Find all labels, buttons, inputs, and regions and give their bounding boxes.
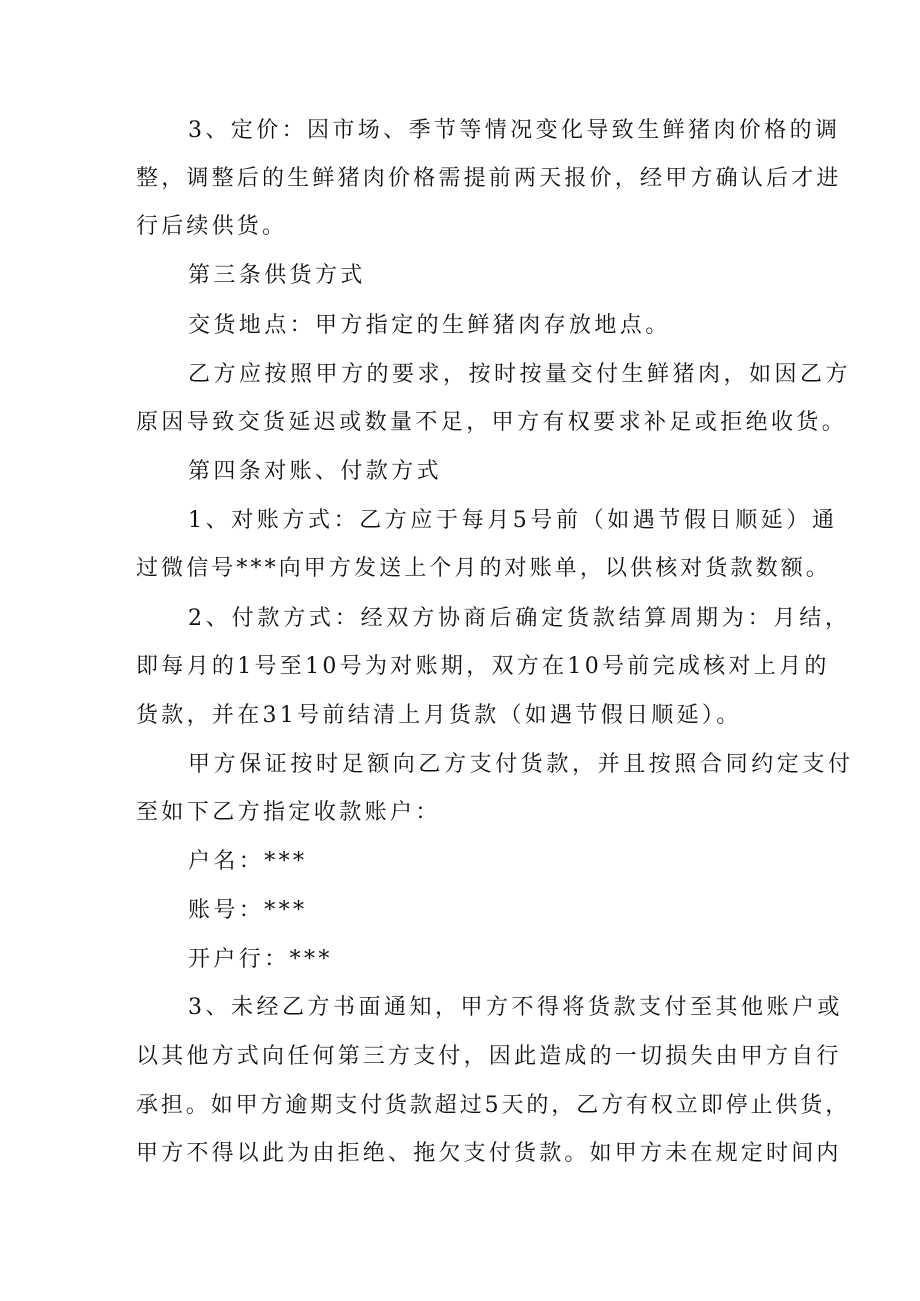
- text-line: 原因导致交货延迟或数量不足，甲方有权要求补足或拒绝收货。: [136, 410, 848, 435]
- text-line: 甲方保证按时足额向乙方支付货款，并且按照合同约定支付: [188, 752, 854, 777]
- text-line: 承担。如甲方逾期支付货款超过5天的，乙方有权立即停止供货，: [136, 1093, 851, 1118]
- text-line: 1、对账方式：乙方应于每月5号前（如遇节假日顺延）通: [188, 508, 838, 533]
- text-line: 行后续供货。: [136, 214, 288, 239]
- section-heading: 第四条对账、付款方式: [188, 459, 443, 484]
- account-bank: 开户行：***: [188, 947, 333, 972]
- account-name: 户名：***: [188, 849, 308, 874]
- text-line: 交货地点：甲方指定的生鲜猪肉存放地点。: [188, 313, 671, 338]
- text-line: 至如下乙方指定收款账户：: [136, 800, 441, 825]
- text-line: 2、付款方式：经双方协商后确定货款结算周期为：月结，: [188, 606, 851, 631]
- text-line: 3、未经乙方书面通知，甲方不得将货款支付至其他账户或: [188, 995, 843, 1020]
- text-line: 乙方应按照甲方的要求，按时按量交付生鲜猪肉，如因乙方: [188, 362, 852, 387]
- account-number: 账号：***: [188, 898, 308, 923]
- text-line: 货款，并在31号前结清上月货款（如遇节假日顺延）。: [136, 703, 742, 728]
- text-line: 以其他方式向任何第三方支付，因此造成的一切损失由甲方自行: [136, 1044, 842, 1069]
- text-line: 即每月的1号至10号为对账期，双方在10号前完成核对上月的: [136, 654, 830, 679]
- text-line: 3、定价：因市场、季节等情况变化导致生鲜猪肉价格的调: [188, 118, 841, 143]
- text-line: 整，调整后的生鲜猪肉价格需提前两天报价，经甲方确认后才进: [136, 166, 842, 191]
- text-line: 过微信号***向甲方发送上个月的对账单，以供核对货款数额。: [136, 556, 831, 581]
- text-line: 甲方不得以此为由拒绝、拖欠支付货款。如甲方未在规定时间内: [136, 1141, 842, 1166]
- section-heading: 第三条供货方式: [188, 263, 366, 288]
